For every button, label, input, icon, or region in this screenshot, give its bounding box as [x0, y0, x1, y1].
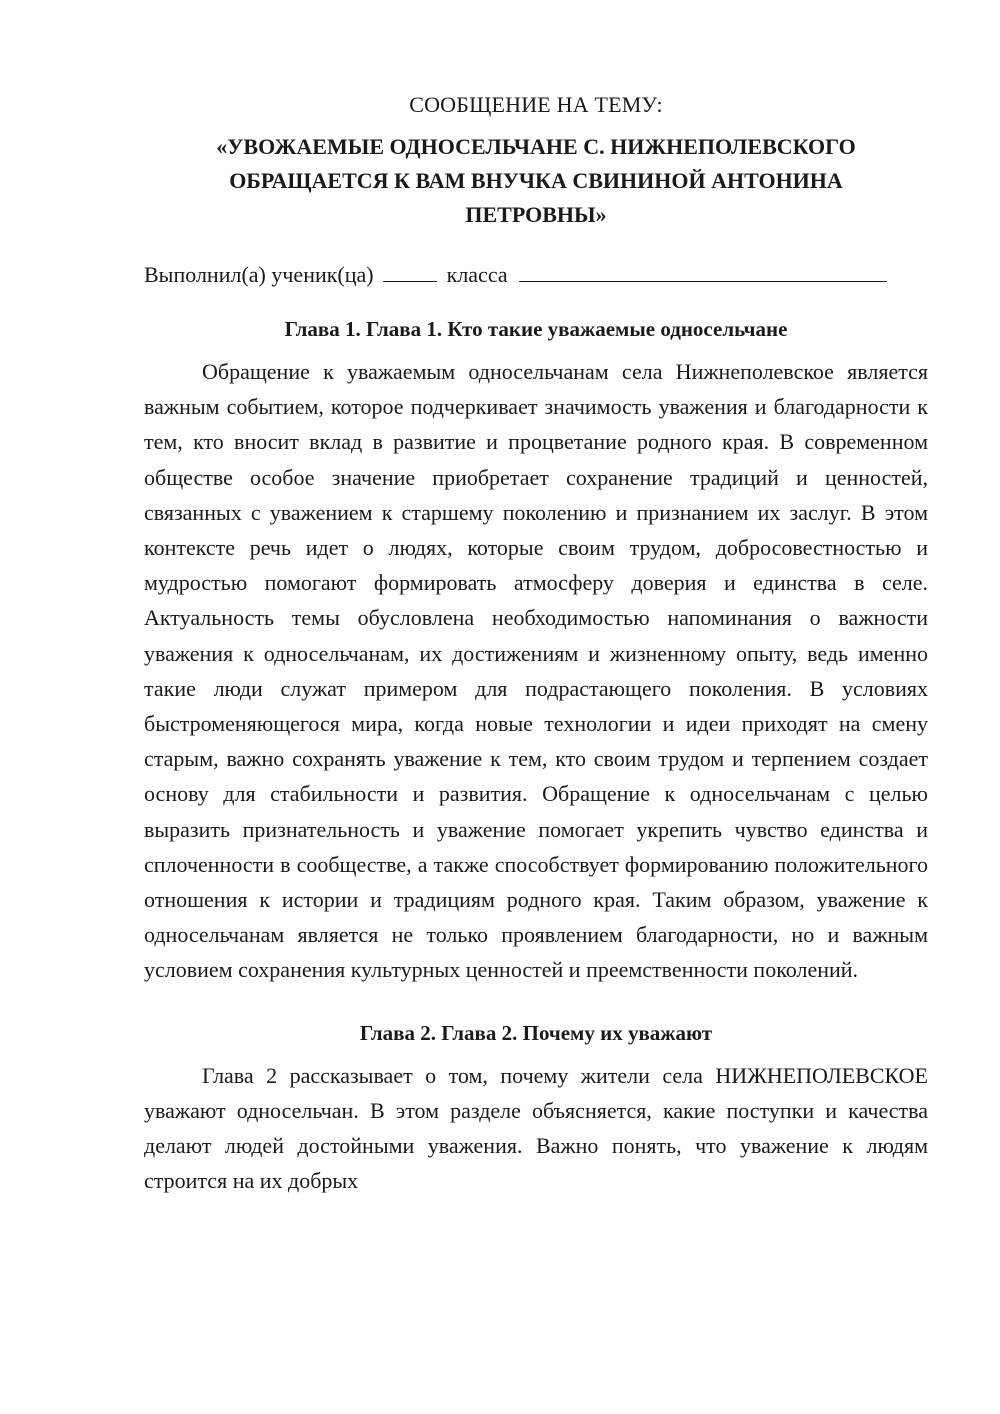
chapter-1-paragraph: Обращение к уважаемым односельчанам села Нижнеполевское является важным событием, которое подчеркивает значимость уважения и благодарности к тем, кто вносит вклад в развитие и процветание родного края. В современном обществе особое значение приобретает сохранение традиций и ценностей, связанных с уважением к старшему поколению и признанием их заслуг. В этом контексте речь идет о людях, которые своим трудом, добросовестностью и мудростью помогают формировать атмосферу доверия и единства в селе. Актуальность темы обусловлена необходимостью напоминания о важности уважения к односельчанам, их достижениям и жизненному опыту, ведь именно такие люди служат примером для подрастающего поколения. В условиях быстроменяющегося мира, когда новые технологии и идеи приходят на смену старым, важно сохранять уважение к тем, кто своим трудом и терпением создает основу для стабильности и развития. Обращение к односельчанам с целью выразить признательность и уважение помогает укрепить чувство единства и сплоченности в сообществе, а также способствует формированию положительного отношения к истории и традициям родного края. Таким образом, уважение к односельчанам является не только проявлением благодарности, но и важным условием сохранения культурных ценностей и преемственности поколений.	[144, 359, 928, 983]
author-prefix: Выполнил(а) ученик(ца)	[144, 262, 374, 287]
name-blank	[519, 263, 887, 282]
class-blank	[383, 263, 437, 282]
chapter-2-paragraph: Глава 2 рассказывает о том, почему жители села НИЖНЕПОЛЕВСКОЕ уважают односельчан. В этом разделе объясняется, какие поступки и качества делают людей достойными уважения. Важно понять, что уважение к людям строится на их добрых	[144, 1062, 928, 1194]
document-page	[144, 88, 928, 1198]
author-class-word: класса	[446, 262, 508, 287]
document-header: СООБЩЕНИЕ НА ТЕМУ:	[409, 92, 663, 117]
chapter-2-heading: Глава 2. Глава 2. Почему их уважают	[359, 1020, 713, 1045]
chapter-1-heading: Глава 1. Глава 1. Кто такие уважаемые односельчане	[284, 317, 788, 341]
document-title: «УВОЖАЕМЫЕ ОДНОСЕЛЬЧАНЕ С. НИЖНЕПОЛЕВСКОГО ОБРАЩАЕТСЯ К ВАМ ВНУЧКА СВИНИНОЙ АНТОНИНА ПЕТРОВНЫ»	[216, 134, 856, 227]
author-line	[144, 258, 928, 292]
